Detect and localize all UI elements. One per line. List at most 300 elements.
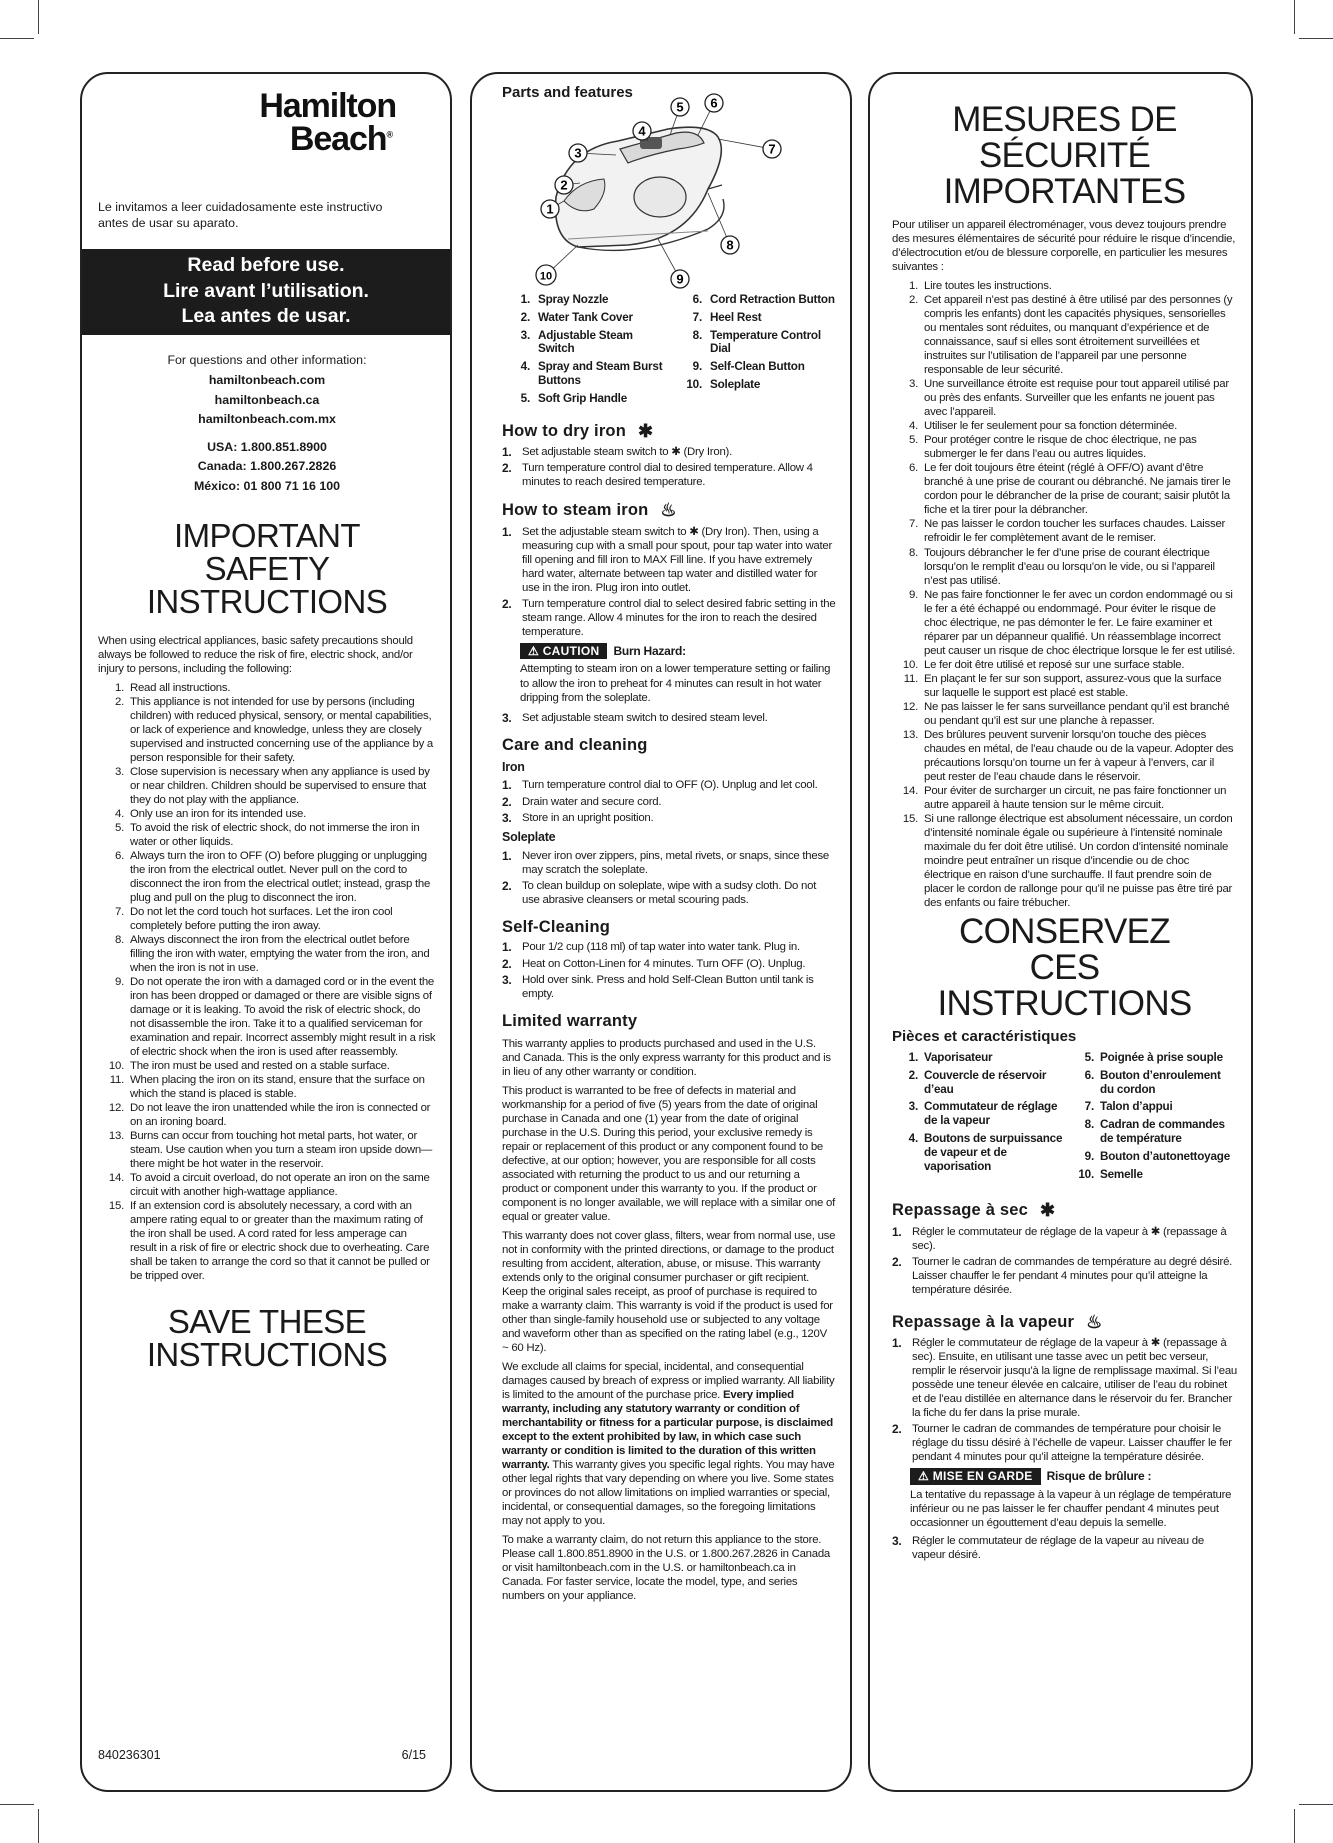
item-text: Cet appareil n’est pas destiné à être utilisé par des personnes (y compris les enfants) dont les capacités physiques, sensorielles ou mentales sont réduites, ou manquant d’expérience et de connaissance, sauf si elles sont étroitement surveillées et instruites sur l’utilisation de l’appareil par une personne responsable de leur sécurité. bbox=[924, 294, 1233, 377]
item-number: 1. bbox=[115, 681, 124, 694]
item-number: 8. bbox=[115, 933, 124, 946]
read-es: Lea antes de usar. bbox=[181, 305, 351, 328]
dry-iron-title: How to dry iron bbox=[502, 421, 626, 440]
warranty-p4-a: We exclude all claims for special, incidental, and consequential damages caused by breach of express or implied warranty. All liability is limited to the amount of the purchase price. bbox=[502, 1361, 835, 1402]
part-number: 10. bbox=[686, 377, 702, 391]
steam-icon: ♨ bbox=[1086, 1311, 1103, 1332]
warranty-p4-c: This warranty gives you specific legal rights. You may have other legal rights that vary depending on where you live. Some states or provinces do not allow limitations on implied warranties or special, incidental, or consequential damages, so the foregoing limitations may not apply to you. bbox=[502, 1459, 835, 1528]
callout-number: 9 bbox=[676, 271, 684, 287]
safety-item bbox=[98, 695, 436, 765]
french-parts-left bbox=[892, 1051, 1064, 1185]
safety-item bbox=[98, 1199, 436, 1283]
crop-mark bbox=[38, 1809, 39, 1843]
french-caution-heading: Risque de brûlure : bbox=[1046, 1468, 1152, 1483]
steam-icon: ♨ bbox=[660, 500, 677, 521]
item-text: Utiliser le fer seulement pour sa fonction déterminée. bbox=[924, 420, 1178, 433]
item-text: Do not let the cord touch hot surfaces. Let the iron cool completely before putting the iron away. bbox=[130, 905, 393, 932]
website-us[interactable]: hamiltonbeach.com bbox=[208, 373, 326, 387]
safety-intro: When using electrical appliances, basic safety precautions should always be followed to reduce the risk of fire, electric shock, and/or injury to persons, including the following: bbox=[98, 634, 413, 675]
step-item bbox=[502, 445, 836, 460]
read-before-use-banner bbox=[82, 249, 450, 335]
item-text: Always turn the iron to OFF (O) before plugging or unplugging the iron from the electrical outlet. Never pull on the cord to disconnect the iron from the electrical outlet; instead, grasp the plug and pull on the plug to disconnect the iron. bbox=[130, 849, 431, 904]
part-item bbox=[892, 1132, 1064, 1173]
item-number: 5. bbox=[115, 821, 124, 834]
safety-item bbox=[892, 433, 1237, 461]
item-number: 4. bbox=[115, 807, 124, 820]
callout-number: 8 bbox=[726, 237, 734, 253]
part-label: Commutateur de réglage de la vapeur bbox=[924, 1100, 1058, 1128]
french-steam-heading bbox=[892, 1311, 1237, 1333]
part-number: 6. bbox=[1084, 1068, 1094, 1082]
part-label: Soleplate bbox=[710, 377, 761, 391]
item-number: 13. bbox=[902, 728, 918, 741]
item-number: 10. bbox=[108, 1060, 124, 1073]
parts-left-column bbox=[502, 293, 670, 410]
item-text: Tourner le cadran de commandes de température au degré désiré. Laisser chauffer le fer pendant 4 minutes pour qu’il atteigne la température désirée. bbox=[912, 1255, 1233, 1296]
french-dry-title: Repassage à sec bbox=[892, 1201, 1029, 1220]
self-clean-steps bbox=[502, 940, 836, 1002]
step-item bbox=[892, 1336, 1237, 1420]
item-number: 2. bbox=[502, 461, 512, 476]
part-number: 6. bbox=[692, 293, 702, 306]
item-text: Turn temperature control dial to desired temperature. Allow 4 minutes to reach desired temperature. bbox=[522, 462, 813, 489]
callout-number: 3 bbox=[574, 145, 582, 161]
steam-iron-steps bbox=[502, 525, 836, 639]
part-label: Boutons de surpuissance de vapeur et de vaporisation bbox=[924, 1132, 1063, 1173]
item-text: Ne pas faire fonctionner le fer avec un cordon endommagé ou si le fer a été échappé ou endommagé. Pour éviter le risque de choc électrique, ne pas démonter le fer. Le faire examiner et réparer par un dépanneur qualifié. Un réassemblage incorrect peut causer un risque de choc électrique lorsque le fer est utilisé. bbox=[924, 588, 1235, 657]
middle-body bbox=[502, 420, 836, 1604]
french-parts-right bbox=[1068, 1051, 1237, 1185]
item-number: 15. bbox=[108, 1200, 124, 1213]
french-steam-step-3 bbox=[892, 1534, 1237, 1562]
self-clean-heading: Self-Cleaning bbox=[502, 917, 611, 936]
step-item bbox=[502, 795, 836, 810]
french-parts-title: Pièces et caractéristiques bbox=[892, 1028, 1077, 1046]
item-number: 1. bbox=[502, 524, 512, 539]
warranty-paragraph-2: This product is warranted to be free of defects in material and workmanship for a period of five (5) years from the date of original purchase in Canada and one (1) year from the date of original purchase in the U.S. During this period, your exclusive remedy is repair or replacement of this product or any component found to be defective, at our option; however, you are responsible for all costs associated with returning the product to us and our returning a product or component under this warranty to you. If the product or component is no longer available, we will replace with a similar one of equal or greater value. bbox=[502, 1084, 836, 1223]
part-label: Talon d’appui bbox=[1100, 1100, 1173, 1114]
step-item bbox=[502, 957, 836, 972]
item-text: En plaçant le fer sur son support, assurez-vous que la surface sur laquelle le support est placé est stable. bbox=[924, 672, 1222, 699]
item-text: Le fer doit être utilisé et reposé sur une surface stable. bbox=[924, 658, 1185, 671]
item-number: 14. bbox=[902, 784, 918, 797]
part-item bbox=[674, 329, 836, 357]
caution-badge: ⚠ CAUTION bbox=[520, 643, 607, 660]
item-text: Toujours débrancher le fer d’une prise de courant électrique lorsqu’on le remplit d’eau ou lorsqu’on le vide, ou si l’appareil n’est pas utilisé. bbox=[924, 546, 1215, 587]
safety-item bbox=[98, 1129, 436, 1171]
item-number: 7. bbox=[909, 518, 918, 531]
french-dry-steps bbox=[892, 1225, 1237, 1297]
step-item bbox=[502, 940, 836, 955]
item-text: Turn temperature control dial to OFF (O). Unplug and let cool. bbox=[522, 778, 818, 791]
part-label: Temperature Control Dial bbox=[710, 328, 821, 356]
item-number: 8. bbox=[909, 546, 918, 559]
french-safety-list bbox=[892, 279, 1237, 910]
part-number: 1. bbox=[908, 1051, 918, 1065]
callout-number: 1 bbox=[546, 201, 554, 217]
crop-mark bbox=[0, 38, 34, 39]
item-text: Drain water and secure cord. bbox=[522, 795, 662, 808]
care-soleplate-steps bbox=[502, 849, 836, 907]
part-item bbox=[1068, 1118, 1237, 1146]
callout-number: 10 bbox=[539, 270, 553, 283]
callout-number: 6 bbox=[710, 95, 718, 111]
mise-en-garde-badge: ⚠ MISE EN GARDE bbox=[910, 1468, 1041, 1485]
part-item bbox=[674, 293, 836, 307]
item-number: 13. bbox=[108, 1130, 124, 1143]
item-number: 1. bbox=[909, 280, 918, 293]
item-number: 1. bbox=[502, 444, 512, 459]
callout-number: 4 bbox=[638, 123, 646, 139]
item-text: Des brûlures peuvent survenir lorsqu’on touche des pièces chaudes en métal, de l’eau chaude ou de la vapeur. Adopter des précautions lorsqu’on tourne un fer à vapeur à l’envers, car il peut rester de l’eau chaude dans le réservoir. bbox=[924, 728, 1234, 783]
item-text: Set the adjustable steam switch to ✱ (Dry Iron). Then, using a measuring cup with a small pour spout, pour tap water into water fill opening and fill iron to MAX Fill line. If you have extremely hard water, alternate between tap water and distilled water for use in the iron. Plug iron into outlet. bbox=[522, 525, 833, 594]
hamilton-beach-logo bbox=[98, 87, 436, 159]
safety-item bbox=[892, 419, 1237, 433]
item-number: 1. bbox=[502, 939, 512, 954]
safety-item bbox=[892, 461, 1237, 517]
item-text: When placing the iron on its stand, ensure that the surface on which the stand is placed is stable. bbox=[130, 1074, 425, 1101]
phone-usa: USA: 1.800.851.8900 bbox=[207, 439, 327, 454]
part-number: 7. bbox=[1084, 1100, 1094, 1114]
safety-item bbox=[892, 517, 1237, 545]
item-text: Only use an iron for its intended use. bbox=[130, 807, 307, 820]
logo-line-2: Beach bbox=[289, 120, 387, 159]
part-label: Cadran de commandes de température bbox=[1100, 1118, 1225, 1146]
website-ca[interactable]: hamiltonbeach.ca bbox=[214, 392, 320, 407]
dry-iron-icon: ✱ bbox=[1040, 1200, 1056, 1221]
part-label: Couvercle de réservoir d’eau bbox=[924, 1068, 1047, 1096]
french-body bbox=[892, 218, 1237, 910]
dry-iron-icon: ✱ bbox=[638, 420, 654, 441]
french-instructions bbox=[892, 1199, 1237, 1561]
crop-mark bbox=[1299, 38, 1333, 39]
warranty-paragraph-1: This warranty applies to products purchased and used in the U.S. and Canada. This is the only express warranty for this product and is in lieu of any other warranty or condition. bbox=[502, 1037, 831, 1078]
item-number: 2. bbox=[502, 878, 512, 893]
french-caution-text: La tentative du repassage à la vapeur à un réglage de température inférieur ou ne pas laisser le fer chauffer pendant 4 minutes peut occasionner un égouttement d’eau depuis la semelle. bbox=[910, 1488, 1232, 1529]
safety-item bbox=[892, 700, 1237, 728]
registered-mark: ® bbox=[386, 129, 392, 140]
part-item bbox=[892, 1069, 1064, 1097]
item-text: To avoid a circuit overload, do not operate an iron on the same circuit with another high-wattage appliance. bbox=[130, 1172, 430, 1199]
safety-item bbox=[892, 279, 1237, 293]
callout-number: 7 bbox=[768, 141, 776, 157]
crop-mark bbox=[1294, 1809, 1295, 1843]
item-text: Hold over sink. Press and hold Self-Clean Button until tank is empty. bbox=[522, 974, 814, 1001]
part-number: 3. bbox=[908, 1100, 918, 1114]
logo-line-1: Hamilton bbox=[259, 87, 396, 125]
safety-item bbox=[98, 905, 436, 933]
part-label: Bouton d’enroulement du cordon bbox=[1100, 1068, 1221, 1096]
part-item bbox=[1068, 1150, 1237, 1164]
contact-info bbox=[98, 351, 436, 496]
item-text: Régler le commutateur de réglage de la vapeur à ✱ (repassage à sec). Ensuite, en utilisant une tasse avec un petit bec verseur, remplir le réservoir jusqu’à la ligne de remplissage maximal. Si l’eau possède une teneur élevée en calcaire, utiliser de l’eau du robinet et de l’eau distillée en alternance dans le réservoir du fer. Brancher la fiche du fer dans la prise murale. bbox=[912, 1336, 1237, 1419]
safety-item bbox=[98, 765, 436, 807]
part-item bbox=[674, 311, 836, 325]
part-item bbox=[674, 378, 836, 392]
step-item bbox=[892, 1255, 1237, 1297]
part-label: Spray Nozzle bbox=[538, 293, 609, 306]
callout-number: 5 bbox=[676, 99, 684, 115]
website-mx[interactable]: hamiltonbeach.com.mx bbox=[198, 412, 336, 427]
safety-item bbox=[98, 975, 436, 1059]
part-label: Adjustable Steam Switch bbox=[538, 328, 633, 356]
item-number: 12. bbox=[108, 1102, 124, 1115]
step-item bbox=[502, 879, 836, 907]
care-soleplate-heading: Soleplate bbox=[502, 830, 556, 845]
part-label: Vaporisateur bbox=[924, 1051, 993, 1065]
part-label: Water Tank Cover bbox=[538, 310, 633, 324]
part-item bbox=[502, 293, 670, 307]
part-item bbox=[502, 311, 670, 325]
steam-iron-title: How to steam iron bbox=[502, 501, 649, 520]
item-text: Turn temperature control dial to select desired fabric setting in the steam range. Allow 4 minutes for the iron to reach the desired temperature. bbox=[522, 597, 836, 638]
item-number: 1. bbox=[502, 848, 512, 863]
item-number: 15. bbox=[902, 812, 918, 825]
safety-item bbox=[98, 1059, 436, 1073]
part-number: 840236301 bbox=[98, 1748, 161, 1762]
part-number: 8. bbox=[1084, 1118, 1094, 1132]
french-parts-list bbox=[892, 1051, 1237, 1185]
item-number: 1. bbox=[892, 1224, 902, 1239]
part-number: 4. bbox=[520, 360, 530, 374]
step-item bbox=[502, 778, 836, 793]
part-label: Heel Rest bbox=[710, 310, 762, 324]
parts-list bbox=[502, 293, 836, 410]
part-label: Cord Retraction Button bbox=[710, 293, 835, 306]
french-save-title: CONSERVEZ CES INSTRUCTIONS bbox=[937, 911, 1192, 1023]
iron-diagram bbox=[508, 89, 808, 289]
safety-item bbox=[98, 807, 436, 821]
caution-row bbox=[520, 643, 836, 660]
item-text: Lire toutes les instructions. bbox=[924, 280, 1052, 293]
item-text: The iron must be used and rested on a stable surface. bbox=[130, 1060, 390, 1073]
part-number: 2. bbox=[520, 310, 530, 324]
item-number: 2. bbox=[502, 794, 512, 809]
safety-item bbox=[98, 681, 436, 695]
item-number: 5. bbox=[909, 434, 918, 447]
care-iron-steps bbox=[502, 778, 836, 826]
warranty-heading: Limited warranty bbox=[502, 1012, 638, 1031]
step-text: Régler le commutateur de réglage de la vapeur au niveau de vapeur désiré. bbox=[912, 1534, 1204, 1561]
item-text: Le fer doit toujours être éteint (réglé à OFF/O) avant d’être branché à une prise de courant ou débranché. Ne jamais tirer le cordon pour le débrancher de la prise de courant; saisir plutôt la fiche et la tirer pour la débrancher. bbox=[924, 462, 1231, 517]
safety-item bbox=[892, 672, 1237, 700]
item-text: Pour 1/2 cup (118 ml) of tap water into water tank. Plug in. bbox=[522, 940, 800, 953]
item-text: Pour protéger contre le risque de choc électrique, ne pas submerger le fer dans l’eau ou autres liquides. bbox=[924, 434, 1197, 461]
safety-item bbox=[892, 293, 1237, 377]
part-number: 5. bbox=[520, 391, 530, 405]
item-number: 12. bbox=[902, 700, 918, 713]
item-text: Une surveillance étroite est requise pour tout appareil utilisé par ou près des enfants. Surveiller que les enfants ne jouent pas avec l’appareil. bbox=[924, 378, 1229, 419]
part-number: 7. bbox=[692, 310, 702, 324]
english-instructions-panel bbox=[470, 72, 852, 1792]
part-item bbox=[1068, 1051, 1237, 1065]
part-item bbox=[892, 1051, 1064, 1065]
item-text: If an extension cord is absolutely necessary, a cord with an ampere rating equal to or greater than the maximum rating of the iron shall be used. A cord rated for less amperage can result in a risk of fire or electric shock due to overheating. Care shall be taken to arrange the cord so that it cannot be pulled or be tripped over. bbox=[130, 1200, 430, 1283]
item-number: 2. bbox=[502, 596, 512, 611]
phone-canada: Canada: 1.800.267.2826 bbox=[197, 459, 337, 474]
steam-step-3 bbox=[502, 711, 836, 726]
item-number: 3. bbox=[502, 973, 512, 988]
crop-mark bbox=[0, 1804, 34, 1805]
item-number: 6. bbox=[115, 849, 124, 862]
english-safety-panel bbox=[80, 72, 452, 1792]
safety-item bbox=[892, 658, 1237, 672]
item-number: 10. bbox=[902, 658, 918, 671]
item-text: Do not operate the iron with a damaged cord or in the event the iron has been dropped or damaged or there are visible signs of damage or it is leaking. To avoid the risk of electric shock, do not disassemble the iron. Take it to a qualified serviceman for examination and repair. Incorrect assembly might result in a risk of electric shock when the iron is used after reassembly. bbox=[130, 975, 436, 1059]
item-text: Heat on Cotton-Linen for 4 minutes. Turn OFF (O). Unplug. bbox=[522, 957, 806, 970]
item-text: Ne pas laisser le fer sans surveillance pendant qu’il est branché ou pendant qu’il est sur une planche à repasser. bbox=[924, 700, 1230, 727]
item-text: To clean buildup on soleplate, wipe with a sudsy cloth. Do not use abrasive cleansers or metal scouring pads. bbox=[522, 879, 817, 906]
item-number: 3. bbox=[502, 811, 512, 826]
part-number: 10. bbox=[1078, 1167, 1094, 1181]
warranty-p4-b: Every implied warranty, including any statutory warranty or condition of merchantability or fitness for a particular purpose, is disclaimed except to the extent prohibited by law, in which case such warranty or condition is limited to the duration of this written warranty. bbox=[502, 1389, 834, 1472]
part-label: Bouton d’autonettoyage bbox=[1100, 1149, 1230, 1163]
part-number: 9. bbox=[692, 360, 702, 374]
part-label: Self-Clean Button bbox=[710, 360, 805, 374]
safety-item bbox=[98, 1073, 436, 1101]
french-steam-steps bbox=[892, 1336, 1237, 1464]
item-number: 1. bbox=[892, 1335, 902, 1350]
item-text: Si une rallonge électrique est absolument nécessaire, un cordon d’intensité nominale égale ou supérieure à l’intensité nominale maximale du fer doit être utilisé. Un cordon d’intensité nominale moindre peut entraîner un risque d’incendie ou de choc électrique en raison d’une surchauffe. Il faut prendre soin de placer le cordon de rallonge pour qu’il ne puisse pas être tiré par des enfants ou faire trébucher. bbox=[924, 812, 1233, 909]
print-date: 6/15 bbox=[401, 1748, 426, 1762]
safety-list bbox=[98, 681, 436, 1284]
part-item bbox=[892, 1100, 1064, 1128]
safety-item bbox=[892, 588, 1237, 658]
item-text: Régler le commutateur de réglage de la vapeur à ✱ (repassage à sec). bbox=[912, 1225, 1227, 1252]
part-label: Poignée à prise souple bbox=[1100, 1051, 1223, 1065]
item-number: 3. bbox=[115, 765, 124, 778]
safety-item bbox=[98, 1101, 436, 1129]
caution-heading: Burn Hazard: bbox=[613, 643, 686, 658]
item-text: Pour éviter de surcharger un circuit, ne pas faire fonctionner un autre appareil à haute tension sur le même circuit. bbox=[924, 784, 1227, 811]
step-item bbox=[502, 597, 836, 639]
phone-mexico: México: 01 800 71 16 100 bbox=[193, 478, 341, 493]
part-number: 8. bbox=[692, 328, 702, 342]
item-text: To avoid the risk of electric shock, do not immerse the iron in water or other liquids. bbox=[130, 821, 420, 848]
step-item bbox=[502, 811, 836, 826]
item-number: 14. bbox=[108, 1172, 124, 1185]
parts-right-column bbox=[674, 293, 836, 410]
step-item bbox=[502, 973, 836, 1001]
callout-number: 2 bbox=[560, 177, 568, 193]
item-text: Store in an upright position. bbox=[522, 812, 654, 825]
part-number: 4. bbox=[908, 1132, 918, 1146]
safety-item bbox=[892, 546, 1237, 588]
item-text: Tourner le cadran de commandes de température pour choisir le réglage du tissu désiré à l’échelle de vapeur. Laisser chauffer le fer pendant 4 minutes pour qu’il atteigne la température désirée. bbox=[912, 1422, 1232, 1463]
dry-iron-steps bbox=[502, 445, 836, 490]
step-item bbox=[502, 849, 836, 877]
part-item bbox=[1068, 1168, 1237, 1182]
part-item bbox=[502, 360, 670, 388]
parts-title: Parts and features bbox=[502, 84, 633, 101]
step-item bbox=[892, 1422, 1237, 1464]
item-number: 9. bbox=[909, 588, 918, 601]
item-number: 7. bbox=[115, 905, 124, 918]
part-number: 9. bbox=[1084, 1149, 1094, 1163]
item-number: 1. bbox=[502, 777, 512, 792]
french-intro: Pour utiliser un appareil électroménager, vous devez toujours prendre des mesures élémentaires de sécurité pour réduire le risque d’incendie, d’électrocution et/ou de blessure corporelle, en particulier les mesures suivantes : bbox=[892, 219, 1236, 274]
item-number: 2. bbox=[115, 695, 124, 708]
warranty-paragraph-4 bbox=[502, 1360, 836, 1528]
read-en: Read before use. bbox=[187, 254, 345, 277]
crop-mark bbox=[38, 0, 39, 34]
part-number: 3. bbox=[520, 328, 530, 342]
french-caution-row bbox=[910, 1468, 1237, 1485]
item-text: Set adjustable steam switch to ✱ (Dry Iron). bbox=[522, 445, 732, 458]
french-dry-heading bbox=[892, 1199, 1237, 1221]
item-text: Always disconnect the iron from the electrical outlet before filling the iron with water, emptying the water from the iron, and when the iron is not in use. bbox=[130, 933, 430, 974]
caution-text: Attempting to steam iron on a lower temperature setting or failing to allow the iron to preheat for 4 minutes can result in hot water dripping from the soleplate. bbox=[520, 663, 831, 704]
safety-body bbox=[98, 634, 436, 1284]
item-number: 2. bbox=[909, 294, 918, 307]
part-number: 5. bbox=[1084, 1051, 1094, 1065]
item-number: 2. bbox=[892, 1421, 902, 1436]
item-text: Never iron over zippers, pins, metal rivets, or snaps, since these may scratch the soleplate. bbox=[522, 849, 830, 876]
part-number: 2. bbox=[908, 1068, 918, 1082]
safety-item bbox=[98, 1171, 436, 1199]
part-number: 1. bbox=[520, 293, 530, 306]
warranty-paragraph-3: This warranty does not cover glass, filters, wear from normal use, use not in conformity with the printed directions, or damage to the product resulting from accident, alteration, abuse, or misuse. This warranty extends only to the original consumer purchaser or gift recipient. Keep the original sales receipt, as proof of purchase is required to make a warranty claim. This warranty is void if the product is used for other than single-family household use or subjected to any voltage and waveform other than as specified on the rating label (e.g., 120V ~ 60 Hz). bbox=[502, 1229, 836, 1355]
item-text: Close supervision is necessary when any appliance is used by or near children. Children should be supervised to ensure that they do not play with the appliance. bbox=[130, 765, 430, 806]
item-number: 11. bbox=[903, 672, 918, 685]
item-text: Ne pas laisser le cordon toucher les surfaces chaudes. Laisser refroidir le fer complètement avant de le remiser. bbox=[924, 518, 1226, 545]
safety-item bbox=[98, 933, 436, 975]
care-iron-heading: Iron bbox=[502, 759, 525, 774]
part-item bbox=[1068, 1069, 1237, 1097]
french-safety-title: MESURES DE SÉCURITÉ IMPORTANTES bbox=[943, 100, 1186, 212]
safety-item bbox=[98, 821, 436, 849]
item-number: 4. bbox=[909, 420, 918, 433]
contact-intro: For questions and other information: bbox=[167, 353, 367, 368]
item-number: 11. bbox=[109, 1074, 124, 1087]
crop-mark bbox=[1299, 1804, 1333, 1805]
item-text: Read all instructions. bbox=[130, 681, 231, 694]
safety-item bbox=[892, 728, 1237, 784]
item-text: Do not leave the iron unattended while the iron is connected or on an ironing board. bbox=[130, 1102, 431, 1129]
steam-iron-heading bbox=[502, 499, 836, 521]
safety-item bbox=[98, 849, 436, 905]
item-text: Burns can occur from touching hot metal parts, hot water, or steam. Use caution when you turn a steam iron upside down—there might be hot water in the reservoir. bbox=[130, 1130, 433, 1171]
part-item bbox=[502, 329, 670, 357]
part-label: Soft Grip Handle bbox=[538, 391, 628, 405]
item-number: 3. bbox=[909, 378, 918, 391]
part-label: Semelle bbox=[1100, 1167, 1143, 1181]
part-label: Spray and Steam Burst Buttons bbox=[538, 360, 663, 387]
step-number: 3. bbox=[502, 710, 512, 725]
safety-title: IMPORTANT SAFETY INSTRUCTIONS bbox=[146, 516, 388, 620]
read-fr: Lire avant l’utilisation. bbox=[163, 279, 369, 302]
french-steam-title: Repassage à la vapeur bbox=[892, 1312, 1075, 1331]
safety-item bbox=[892, 377, 1237, 419]
part-item bbox=[674, 360, 836, 374]
safety-item bbox=[892, 784, 1237, 812]
item-number: 2. bbox=[892, 1254, 902, 1269]
step-item bbox=[502, 525, 836, 595]
french-panel bbox=[868, 72, 1253, 1792]
step-item bbox=[502, 461, 836, 489]
care-heading: Care and cleaning bbox=[502, 736, 648, 755]
spanish-intro: Le invitamos a leer cuidadosamente este instructivo antes de usar su aparato. bbox=[98, 199, 383, 230]
item-number: 9. bbox=[115, 975, 124, 988]
item-text: This appliance is not intended for use by persons (including children) with reduced physical, sensory, or mental capabilities, or lack of experience and knowledge, unless they are closely supervised and instructed concerning use of the appliance by a person responsible for their safety. bbox=[130, 695, 434, 764]
item-number: 6. bbox=[909, 462, 918, 475]
warranty-paragraph-5: To make a warranty claim, do not return this appliance to the store. Please call 1.800.851.8900 in the U.S. or 1.800.267.2826 in Canada or visit hamiltonbeach.com in the U.S. or hamiltonbeach.ca in Canada. For faster service, locate the model, type, and series numbers on your appliance. bbox=[502, 1534, 831, 1603]
part-item bbox=[502, 392, 670, 406]
safety-item bbox=[892, 812, 1237, 910]
dry-iron-heading bbox=[502, 420, 836, 442]
step-item bbox=[892, 1225, 1237, 1253]
part-item bbox=[1068, 1100, 1237, 1114]
